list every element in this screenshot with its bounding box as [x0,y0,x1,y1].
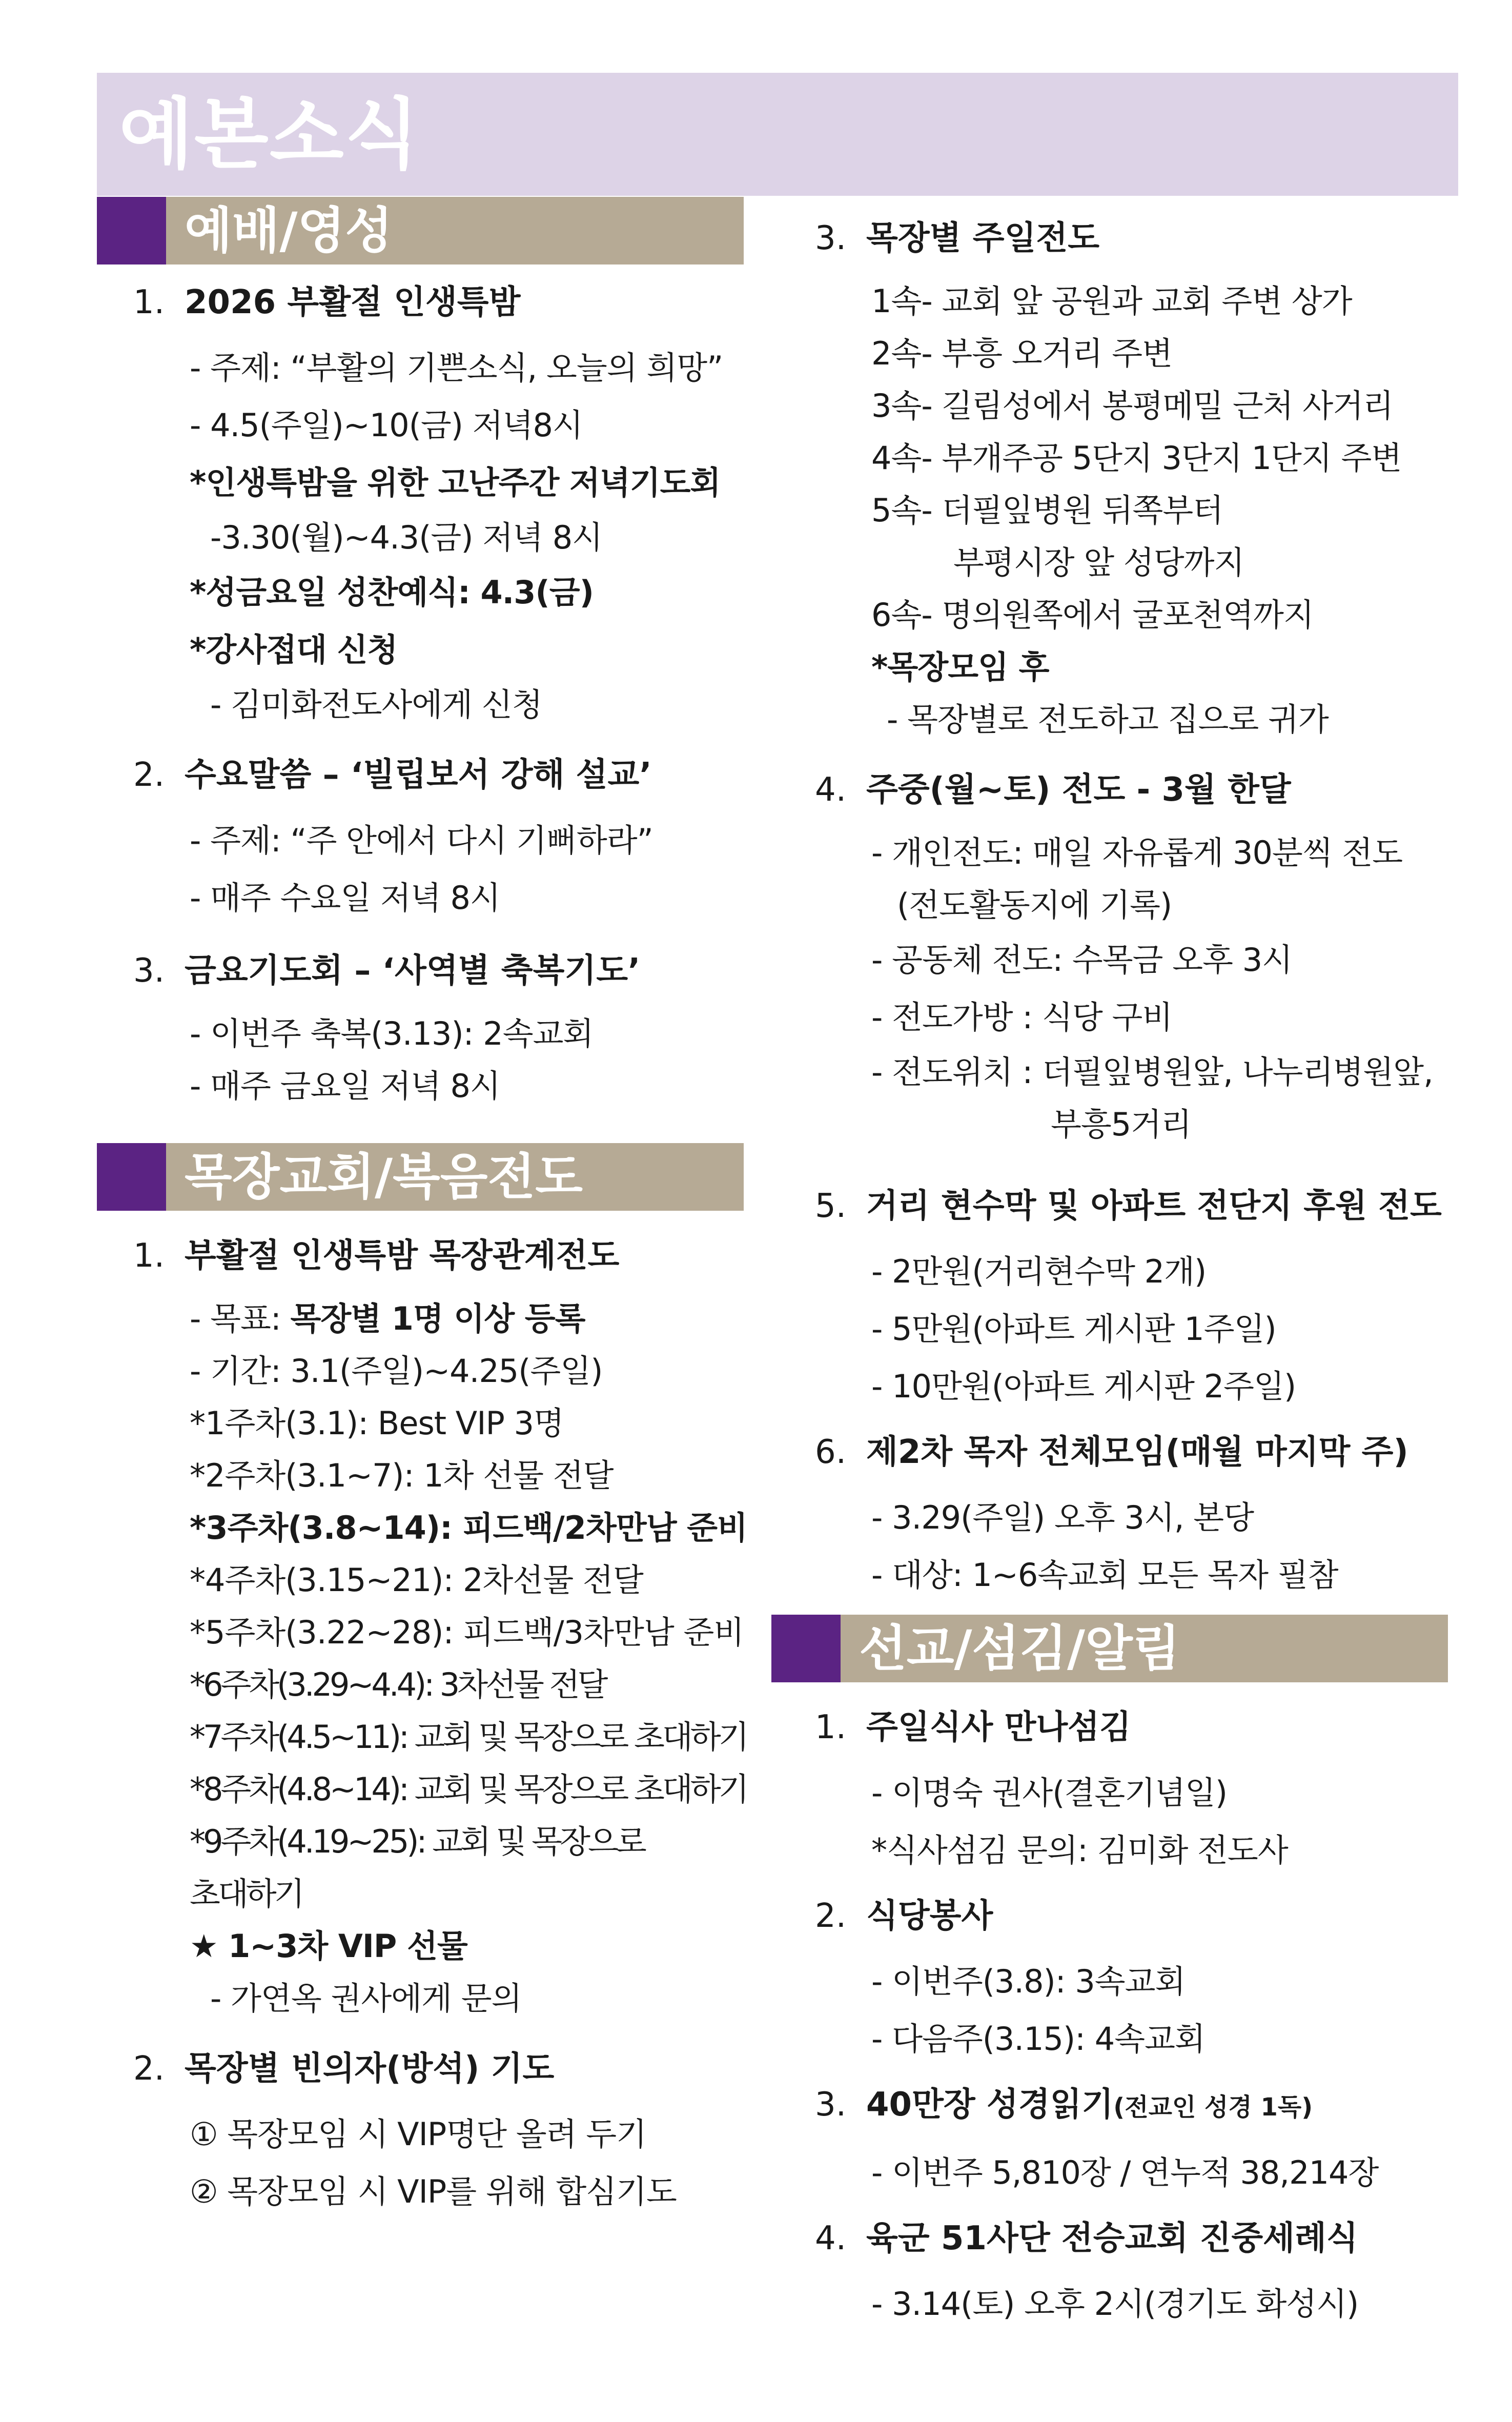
list-item [133,2043,764,2221]
item-number: 3. [133,952,165,990]
item-number: 2. [133,756,165,794]
list-item [815,1427,1445,1604]
list-item [815,2079,1445,2202]
list-item [133,277,764,731]
item-line: - 주제: “부활의 기쁜소식, 오늘의 희망” [190,349,723,386]
item-line: ② 목장모임 시 VIP를 위해 합심기도 [190,2173,677,2210]
item-title: 40만장 성경읽기(전교인 성경 1독) [866,2086,1313,2124]
item-line: ★ 1~3차 VIP 선물 [190,1927,467,1965]
item-line: - 2만원(거리현수막 2개) [871,1253,1207,1290]
section-accent-bar [97,1143,166,1211]
list-item [815,2213,1445,2333]
item-title: 육군 51사단 전승교회 진중세례식 [866,2220,1358,2257]
item-line: - 주제: “주 안에서 다시 기뻐하라” [190,822,653,859]
item-line: *3주차(3.8~14): 피드백/2차만남 준비 [190,1509,747,1546]
item-line: - 이번주 5,810장 / 연누적 38,214장 [871,2154,1379,2191]
item-line: - 가연옥 권사에게 문의 [210,1980,522,2017]
section-accent-bar [771,1615,841,1682]
list-item [815,1181,1445,1415]
item-line: 2속- 부흥 오거리 주변 [871,335,1173,372]
item-line: *5주차(3.22~28): 피드백/3차만남 준비 [190,1614,744,1651]
item-line: *1주차(3.1): Best VIP 3명 [190,1405,564,1442]
item-line: *식사섬김 문의: 김미화 전도사 [871,1831,1288,1869]
item-line: 초대하기 [190,1875,302,1912]
item-line: - 10만원(아파트 게시판 2주일) [871,1368,1296,1405]
list-item [133,1230,764,2025]
item-number: 4. [815,2220,847,2257]
item-title: 수요말씀 – ‘빌립보서 강해 설교’ [185,756,652,794]
item-line: *4주차(3.15~21): 2차선물 전달 [190,1561,643,1599]
item-line: 부흥5거리 [1051,1106,1192,1143]
item-line: *6주차(3.29~4.4): 3차선물 전달 [190,1666,606,1703]
item-line: 5속- 더필잎병원 뒤쪽부터 [871,492,1223,529]
item-line: - 김미화전도사에게 신청 [210,686,542,723]
item-line: (전도활동지에 기록) [897,886,1172,924]
item-title: 2026 부활절 인생특밤 [185,283,521,321]
right-list [815,213,1445,1604]
section-title-cell: 목장교회/복음전도 [166,1143,744,1211]
list-item [815,1890,1445,2068]
item-number: 6. [815,1433,847,1471]
item-line: - 기간: 3.1(주일)~4.25(주일) [190,1352,603,1390]
page-title: 예본소식 [119,90,420,179]
item-line: *인생특밤을 위한 고난주간 저녁기도회 [190,464,721,501]
item-title: 목장별 빈의자(방석) 기도 [185,2050,555,2088]
item-title: 목장별 주일전도 [866,219,1100,257]
item-title: 주중(월~토) 전도 - 3월 한달 [866,771,1291,809]
item-title: 제2차 목자 전체모임(매월 마지막 주) [866,1433,1408,1471]
item-line: *9주차(4.19~25): 교회 및 목장으로 [190,1823,644,1860]
item-line: *7주차(4.5~11): 교회 및 목장으로 초대하기 [190,1718,747,1756]
item-title: 주일식사 만나섬김 [866,1708,1131,1746]
cell-list [133,1230,764,2221]
worship-list [133,277,764,1112]
section-header-mission [771,1615,1448,1682]
item-title: 부활절 인생특밤 목장관계전도 [185,1237,620,1275]
item-line: - 목장별로 전도하고 집으로 귀가 [887,701,1329,738]
item-line: - 전도위치 : 더필잎병원앞, 나누리병원앞, [871,1053,1433,1091]
item-number: 1. [815,1708,847,1746]
section-header-cell [97,1143,744,1211]
item-number: 2. [815,1897,847,1935]
item-title: 거리 현수막 및 아파트 전단지 후원 전도 [866,1187,1442,1225]
item-line: - 전도가방 : 식당 구비 [871,999,1173,1036]
item-line: *강사접대 신청 [190,631,398,668]
item-line: 1속- 교회 앞 공원과 교회 주변 상가 [871,282,1352,320]
item-line: 3속- 길림성에서 봉평메밀 근처 사거리 [871,387,1394,424]
item-number: 4. [815,771,847,809]
item-number: 2. [133,2050,165,2088]
item-line: *성금요일 성찬예식: 4.3(금) [190,574,594,611]
item-line: 4속- 부개주공 5단지 3단지 1단지 주변 [871,439,1402,477]
list-item [815,1702,1445,1879]
item-line: ① 목장모임 시 VIP명단 올려 두기 [190,2115,647,2153]
section-accent-bar [97,197,166,264]
item-line: *목장모임 후 [871,648,1049,686]
list-item [133,945,764,1112]
item-line: - 이번주 축복(3.13): 2속교회 [190,1015,594,1052]
item-line: 6속- 명의원쪽에서 굴포천역까지 [871,596,1314,634]
list-item [133,749,764,927]
item-number: 1. [133,283,165,321]
item-line-goal: - 목표: 목장별 1명 이상 등록 [190,1300,585,1337]
item-line: *8주차(4.8~14): 교회 및 목장으로 초대하기 [190,1770,747,1808]
item-line: - 공동체 전도: 수목금 오후 3시 [871,941,1293,979]
list-item [815,764,1445,1151]
item-line: - 3.14(토) 오후 2시(경기도 화성시) [871,2285,1359,2323]
item-line: - 대상: 1~6속교회 모든 목자 필참 [871,1556,1338,1594]
item-line: - 다음주(3.15): 4속교회 [871,2020,1205,2058]
list-item [815,213,1445,746]
item-line: - 3.29(주일) 오후 3시, 본당 [871,1499,1254,1536]
section-title-mission: 선교/섬김/알림 [841,1615,1448,1682]
section-header-worship [97,197,744,264]
item-number: 3. [815,219,847,257]
item-line: *2주차(3.1~7): 1차 선물 전달 [190,1457,614,1494]
item-line: - 이명숙 권사(결혼기념일) [871,1774,1228,1812]
item-number: 1. [133,1237,165,1275]
item-line: - 4.5(주일)~10(금) 저녁8시 [190,406,583,444]
section-title-worship: 예배/영성 [166,197,744,264]
item-line: - 매주 금요일 저녁 8시 [190,1067,500,1105]
item-number: 5. [815,1187,847,1225]
item-line: 부평시장 앞 성당까지 [953,544,1244,581]
item-line: - 개인전도: 매일 자유롭게 30분씩 전도 [871,834,1403,871]
item-line: - 매주 수요일 저녁 8시 [190,879,500,917]
mission-list [815,1702,1445,2333]
item-line: - 이번주(3.8): 3속교회 [871,1963,1186,2000]
item-title: 금요기도회 – ‘사역별 축복기도’ [185,952,641,990]
item-line: - 5만원(아파트 게시판 1주일) [871,1310,1276,1348]
item-number: 3. [815,2086,847,2124]
item-title: 식당봉사 [866,1897,993,1935]
item-line: -3.30(월)~4.3(금) 저녁 8시 [210,519,603,556]
